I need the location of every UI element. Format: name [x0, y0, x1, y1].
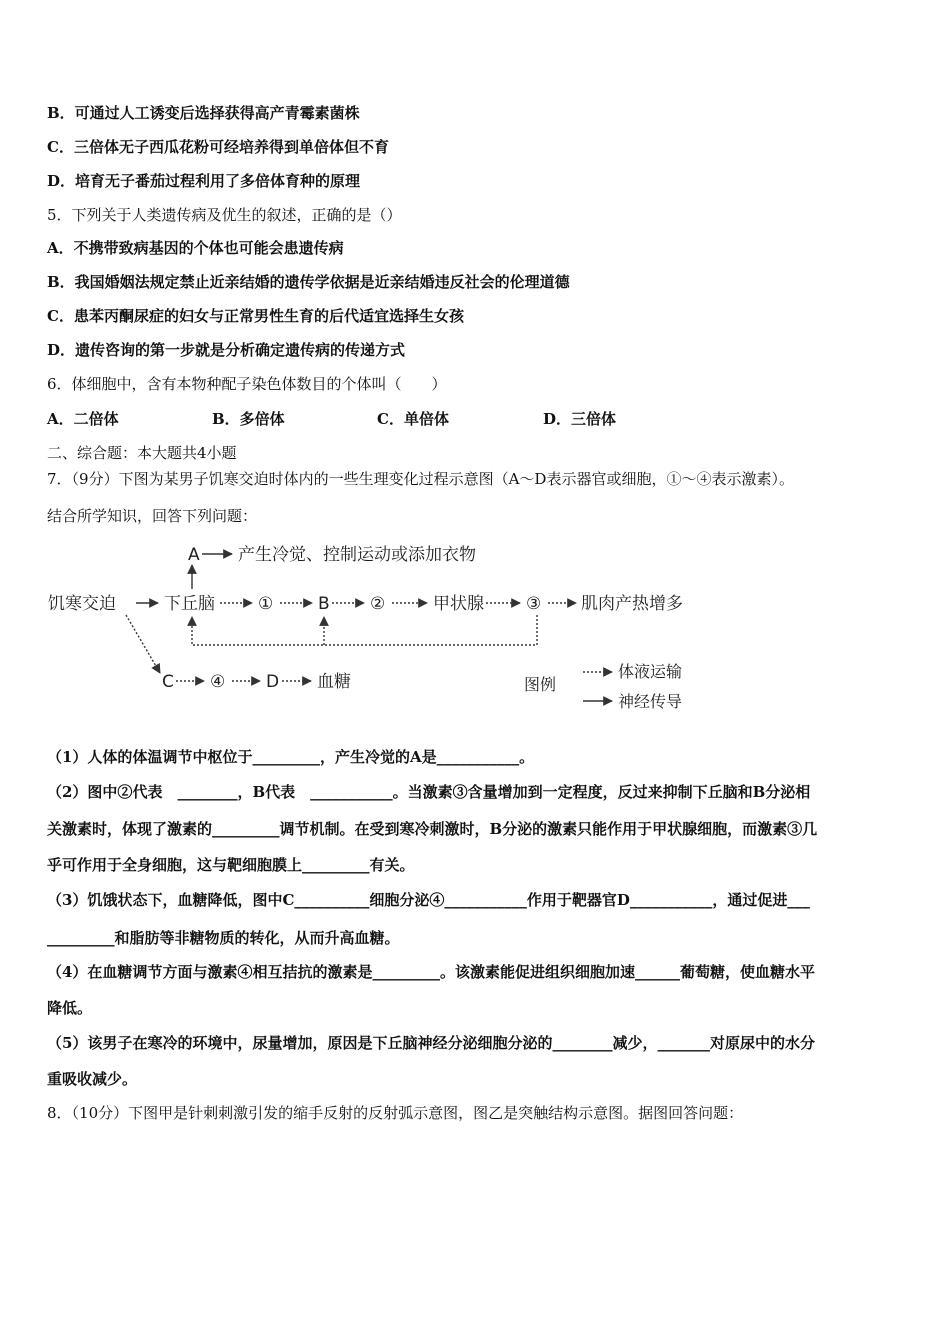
q7-part5-line2: 重吸收减少。 [47, 1070, 138, 1088]
a-result-label: 产生冷觉、控制运动或添加衣物 [238, 545, 476, 565]
node-c: C [162, 672, 174, 692]
legend-title: 图例 [524, 675, 557, 694]
q5-option-d: D．遗传咨询的第一步就是分析确定遗传病的传递方式 [47, 341, 406, 359]
node-d: D [266, 672, 280, 692]
muscle-label: 肌肉产热增多 [581, 594, 683, 614]
q6-option-d: D．三倍体 [543, 410, 617, 428]
q7-part5-line1: （5）该男子在寒冷的环境中，尿量增加，原因是下丘脑神经分泌细胞分泌的________减少，_______对原尿中的水分 [47, 1034, 815, 1052]
feedback-to-hypothalamus [192, 615, 537, 645]
section-title: 二、综合题：本大题共4小题 [47, 444, 237, 462]
q5-option-b: B．我国婚姻法规定禁止近亲结婚的遗传学依据是近亲结婚违反社会的伦理道德 [47, 273, 570, 291]
q7-part4-line2: 降低。 [47, 999, 93, 1017]
q7-part2-line1: （2）图中②代表 ________，B代表 ___________。当激素③含量增加到一定程度，反过来抑制下丘脑和B分泌相 [47, 783, 811, 801]
q6-option-c: C．单倍体 [377, 410, 449, 428]
node-a: A [188, 545, 200, 565]
legend-humoral-label: 体液运输 [618, 662, 683, 681]
q4-option-d: D．培育无子番茄过程利用了多倍体育种的原理 [47, 172, 361, 190]
thyroid-label: 甲状腺 [433, 594, 484, 614]
legend-neural-label: 神经传导 [618, 692, 683, 711]
node-b: B [318, 594, 330, 614]
hypothalamus-label: 下丘脑 [164, 594, 215, 614]
q6-option-a: A．二倍体 [47, 410, 119, 428]
q4-option-c: C．三倍体无子西瓜花粉可经培养得到单倍体但不育 [47, 138, 389, 156]
q5-option-a: A．不携带致病基因的个体也可能会患遗传病 [47, 239, 344, 257]
blood-sugar-label: 血糖 [317, 672, 351, 692]
q7-part3-line1: （3）饥饿状态下，血糖降低，图中C__________细胞分泌④___________作用于靶器官D___________，通过促进___ [47, 891, 810, 909]
q5-option-c: C．患苯丙酮尿症的妇女与正常男性生育的后代适宜选择生女孩 [47, 307, 464, 325]
q6-option-b: B．多倍体 [212, 410, 285, 428]
q6-options [47, 409, 747, 429]
q8-stem: 8．（10分）下图甲是针刺刺激引发的缩手反射的反射弧示意图，图乙是突触结构示意图。据图回答问题： [47, 1104, 744, 1122]
q5-stem: 5．下列关于人类遗传病及优生的叙述，正确的是（） [47, 206, 402, 224]
hormone-3-label: ③ [526, 594, 542, 614]
q7-part4-line1: （4）在血糖调节方面与激素④相互拮抗的激素是_________。该激素能促进组织细胞加速______葡萄糖，使血糖水平 [47, 963, 815, 981]
q7-stem-line2: 结合所学知识，回答下列问题： [47, 507, 258, 525]
q7-part1: （1）人体的体温调节中枢位于_________，产生冷觉的A是___________。 [47, 748, 535, 766]
hormone-2-label: ② [370, 594, 386, 614]
q7-part3-line2: _________和脂肪等非糖物质的转化，从而升高血糖。 [47, 929, 400, 947]
q7-part2-line3: 乎可作用于全身细胞，这与靶细胞膜上_________有关。 [47, 856, 415, 874]
regulation-diagram [40, 535, 720, 725]
q6-stem: 6．体细胞中，含有本物种配子染色体数目的个体叫（ ） [47, 375, 447, 393]
q7-part2-line2: 关激素时，体现了激素的_________调节机制。在受到寒冷刺激时，B分泌的激素只能作用于甲状腺细胞，而激素③几 [47, 820, 818, 838]
arrow-start-to-c [126, 615, 160, 673]
q7-stem-line1: 7．（9分）下图为某男子饥寒交迫时体内的一些生理变化过程示意图（A～D表示器官或细胞，①～④表示激素）。 [47, 470, 794, 488]
start-label: 饥寒交迫 [48, 594, 116, 614]
hormone-4-label: ④ [210, 672, 226, 692]
hormone-1-label: ① [258, 594, 274, 614]
q4-option-b: B．可通过人工诱变后选择获得高产青霉素菌株 [47, 104, 360, 122]
